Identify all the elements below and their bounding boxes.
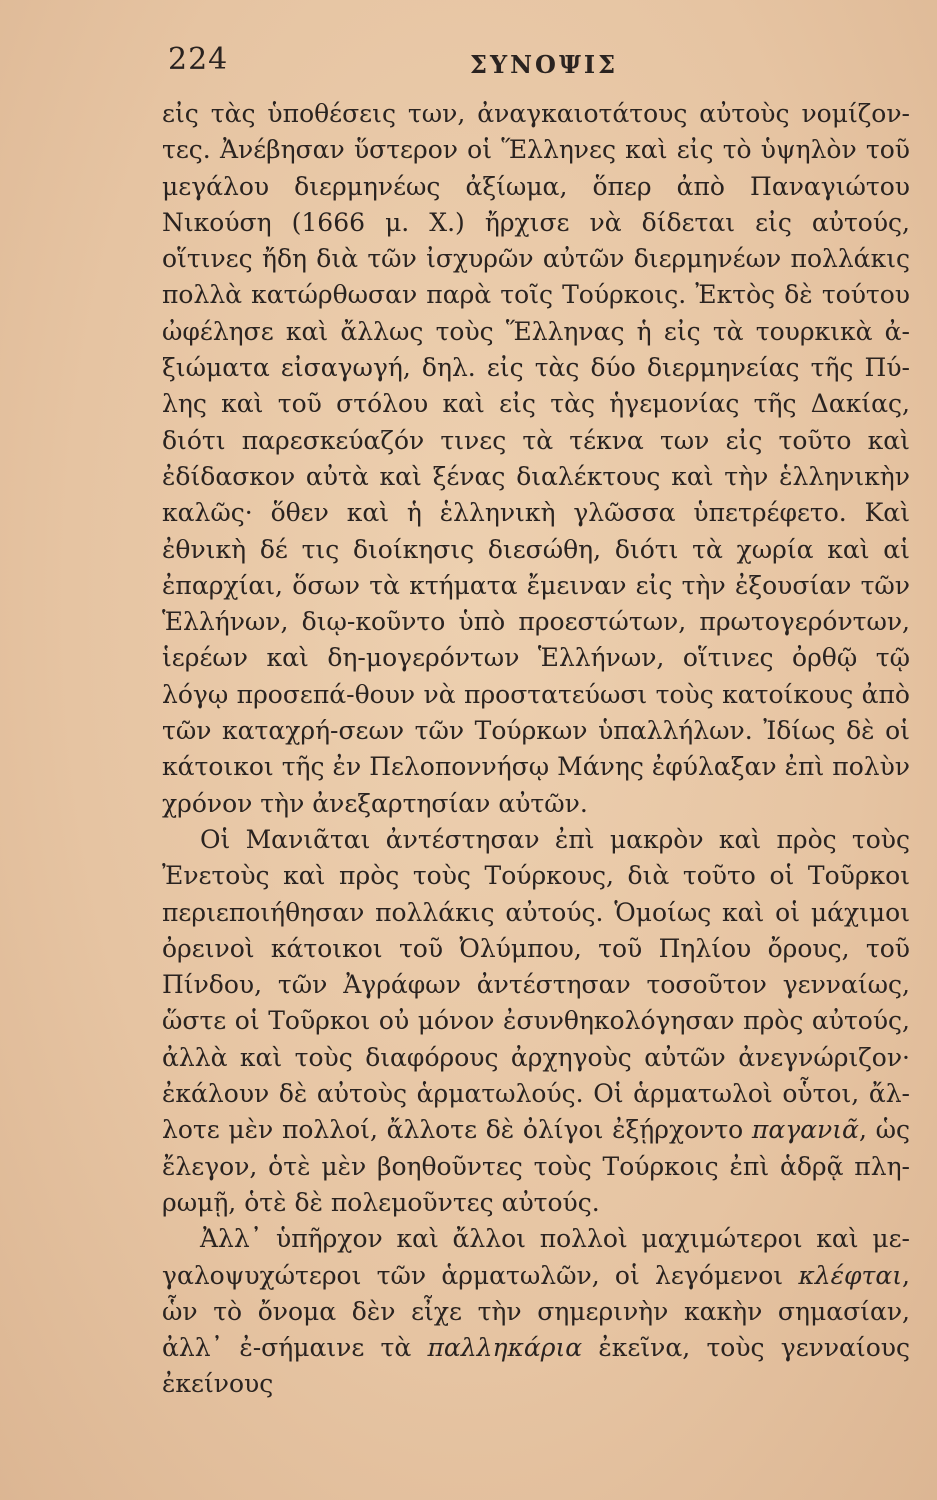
text-segment: ἐκεῖνα, τοὺς γενναίους ἐκείνους xyxy=(162,1333,910,1399)
italic-term-paganias: παγανιᾶ xyxy=(751,1115,859,1145)
text-segment: Ἀλλ᾽ ὑπῆρχον καὶ ἄλλοι πολλοὶ μαχιμώτεροι καὶ με-γαλοψυχώτεροι τῶν ἁρματωλῶν, οἱ λεγόμενοι xyxy=(162,1224,910,1290)
text-segment: εἰς τὰς ὑποθέσεις των, ἀναγκαιοτάτους αὐτοὺς νομίζον-τες. Ἀνέβησαν ὕστερον οἱ Ἕλληνες καὶ εἰς τὸ ὑψηλὸν τοῦ μεγάλου διερμηνέως ἀξίωμα, ὅπερ ἀπὸ Παναγιώτου Νικούση (1666 μ. Χ.) ἤρχισε νὰ δίδεται εἰς αὐτούς, οἵτινες ἤδη διὰ τῶν ἰσχυρῶν αὐτῶν διερμηνέων πολλάκις πολλὰ κατώρθωσαν παρὰ τοῖς Τούρκοις. Ἐκτὸς δὲ τούτου ὠφέλησε καὶ ἄλλως τοὺς Ἕλληνας ἡ εἰς τὰ τουρκικὰ ἀ-ξιώματα εἰσαγωγή, δηλ. εἰς τὰς δύο διερμηνείας τῆς Πύ-λης καὶ τοῦ στόλου καὶ εἰς τὰς ἡγεμονίας τῆς Δακίας, διότι παρεσκεύαζόν τινες τὰ τέκνα των εἰς τοῦτο καὶ ἐδίδασκον αὐτὰ καὶ ξένας διαλέκτους καὶ τὴν ἑλληνικὴν καλῶς· ὅθεν καὶ ἡ ἑλληνικὴ γλῶσσα ὑπετρέφετο. Καὶ ἐθνικὴ δέ τις διοίκησις διεσώθη, διότι τὰ χωρία καὶ αἱ ἐπαρχίαι, ὅσων τὰ κτήματα ἔμειναν εἰς τὴν ἐξουσίαν τῶν Ἑλλήνων, διῳ-κοῦντο ὑπὸ προεστώτων, πρωτογερόντων, ἱερέων καὶ δη-μογερόντων Ἑλλήνων, οἵτινες ὀρθῷ τῷ λόγῳ προσεπά-θουν νὰ προστατεύωσι τοὺς κατοίκους ἀπὸ τῶν καταχρή-σεων τῶν Τούρκων ὑπαλλήλων. Ἰδίως δὲ οἱ κάτοικοι τῆς ἐν Πελοποννήσῳ Μάνης ἐφύλαξαν ἐπὶ πολὺν χρόνον τὴν ἀνεξαρτησίαν αὐτῶν. xyxy=(162,99,910,818)
paragraph-2 xyxy=(162,822,910,1221)
paragraph-1 xyxy=(162,96,910,822)
body-text xyxy=(162,96,910,1403)
text-segment: , ὡς ἔλεγον, ὁτὲ μὲν βοηθοῦντες τοὺς Τούρκοις ἐπὶ ἁδρᾷ πλη-ρωμῇ, ὁτὲ δὲ πολεμοῦντες αὐτούς. xyxy=(162,1115,910,1217)
italic-term-pallikaria: παλληκάρια xyxy=(427,1333,583,1363)
paragraph-3 xyxy=(162,1221,910,1402)
text-segment: Οἱ Μανιᾶται ἀντέστησαν ἐπὶ μακρὸν καὶ πρὸς τοὺς Ἐνετοὺς καὶ πρὸς τοὺς Τούρκους, διὰ τοῦτο οἱ Τοῦρκοι περιεποιήθησαν πολλάκις αὐτούς. Ὁμοίως καὶ οἱ μάχιμοι ὀρεινοὶ κάτοικοι τοῦ Ὀλύμπου, τοῦ Πηλίου ὄρους, τοῦ Πίνδου, τῶν Ἀγράφων ἀντέστησαν τοσοῦτον γενναίως, ὥστε οἱ Τοῦρκοι οὐ μόνον ἐσυνθηκολόγησαν πρὸς αὐτούς, ἀλλὰ καὶ τοὺς διαφόρους ἀρχηγοὺς αὐτῶν ἀνεγνώριζον· ἐκάλουν δὲ αὐτοὺς ἁρματωλούς. Οἱ ἁρματωλοὶ οὗτοι, ἄλ-λοτε μὲν πολλοί, ἄλλοτε δὲ ὀλίγοι ἐξῄρχοντο xyxy=(162,824,910,1145)
text-segment: , ὧν τὸ ὄνομα δὲν εἶχε τὴν σημερινὴν κακὴν σημασίαν, ἀλλ᾽ ἐ-σήμαινε τὰ xyxy=(162,1260,910,1363)
page-header xyxy=(168,42,908,92)
page-number: 224 xyxy=(168,42,229,77)
running-title: ΣΥΝΟΨΙΣ xyxy=(470,50,619,79)
italic-term-kleftai: κλέφται xyxy=(798,1260,903,1290)
